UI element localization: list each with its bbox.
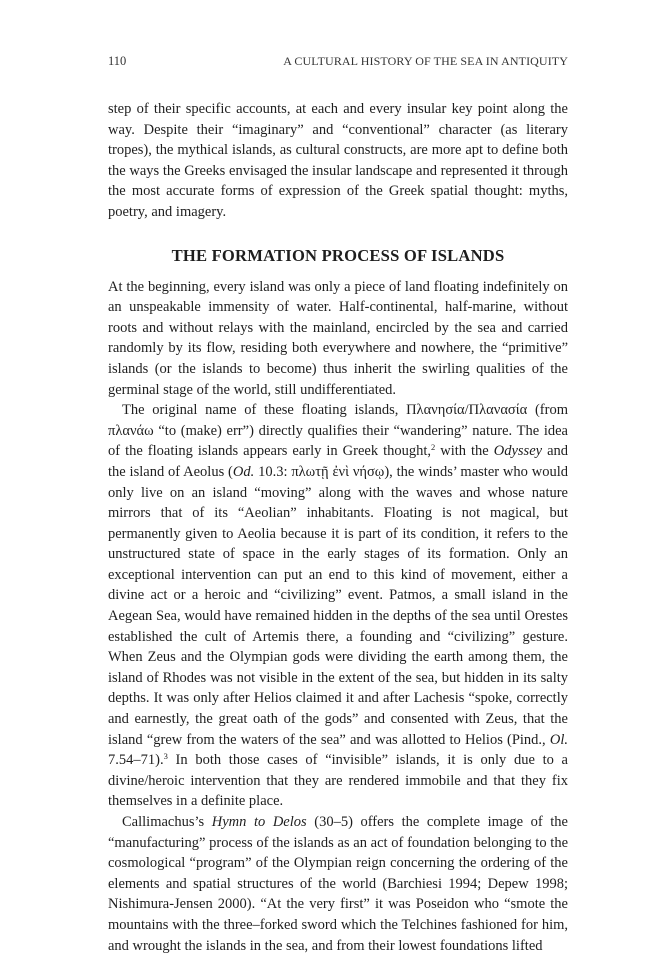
work-title: Hymn to Delos [211, 814, 307, 830]
text-run: Callimachus’s [122, 814, 212, 830]
page-number: 110 [108, 54, 127, 68]
work-title: Odyssey [493, 443, 543, 460]
citation-abbrev: Ol. [549, 731, 568, 748]
footnote-marker: 3 [163, 751, 168, 762]
text-run: and the island of Aeolus ( [108, 443, 569, 480]
page-body [108, 99, 568, 956]
text-run: 10.3: πλωτῇ ἐνὶ νήσῳ), the winds’ master who would only live on an island “moving” along with the waves and whose nature mirrors that of its “Aeolian” inhabitants. Floating is not magical, but permanently given to Aeolia because it is part of its condition, it refers to the unstructured state of space in the early stages of its formation. Only an exceptional intervention can put an end to this kind of movement, either a divine act or a heroic and “civilizing” event. Patmos, a small island in the Aegean Sea, would have remained hidden in the depths of the sea until Orestes established the cult of Artemis there, a founding and “civilizing” gesture. When Zeus and the Olympian gods were dividing the earth among them, the island of Rhodes was not visible in the extent of the sea, but hidden in its salty depths. It was only after Helios claimed it and after Lachesis “spoke, correctly and earnestly, the great oath of the gods” and consented with Zeus, that the island “grew from the waters of the sea” and was allotted to Helios (Pind., [108, 463, 568, 748]
running-title: A CULTURAL HISTORY OF THE SEA IN ANTIQUITY [283, 54, 568, 68]
paragraph-beginning: At the beginning, every island was only a piece of land floating indefinitely on an unspeakable immensity of water. Half-continental, half-marine, without roots and without relays with the mainland, encircled by the sea and carried randomly by its flow, residing both everywhere and nowhere, the “primitive” islands (or the islands to become) thus inherit the swirling qualities of the germinal stage of the world, still undifferentiated. [108, 278, 568, 398]
running-head [108, 54, 568, 69]
text-run: 7.54–71). [108, 752, 164, 769]
paragraph-callimachus [108, 812, 568, 956]
intro-paragraph: step of their specific accounts, at each and every insular key point along the way. Despite their “imaginary” and “conventional” character (as literary tropes), the mythical islands, as cultural constructs, are more apt to define both the ways the Greeks envisaged the insular landscape and represented it through the most accurate forms of expression of the Greek spatial thought: myths, poetry, and imagery. [108, 101, 568, 220]
text-run: with the [435, 443, 494, 460]
footnote-marker: 2 [431, 442, 436, 453]
citation-abbrev: Od. [232, 463, 255, 480]
paragraph-floating-islands [108, 400, 568, 812]
text-run: The original name of these floating islands, Πλανησία/Πλανασία (from πλανάω “to (make) err”) directly qualifies their “wandering” nature. The idea of the floating islands appears early in Greek thought, [108, 402, 568, 460]
text-run: (30–5) offers the complete image of the “manufacturing” process of the islands as an act of foundation belonging to the cosmological “program” of the Olympian reign concerning the ordering of the elements and spatial structures of the world (Barchiesi 1994; Depew 1998; Nishimura-Jensen 2000). “At the very first” it was Poseidon who “smote the mountains with the three–forked sword which the Telchines fashioned for him, and wrought the islands in the sea, and from their lowest foundations lifted [108, 814, 568, 954]
text-run: In both those cases of “invisible” islands, it is only due to a divine/heroic intervention that they are rendered immobile and that they fix themselves in a definite place. [108, 752, 568, 810]
section-heading: THE FORMATION PROCESS OF ISLANDS [171, 245, 505, 265]
